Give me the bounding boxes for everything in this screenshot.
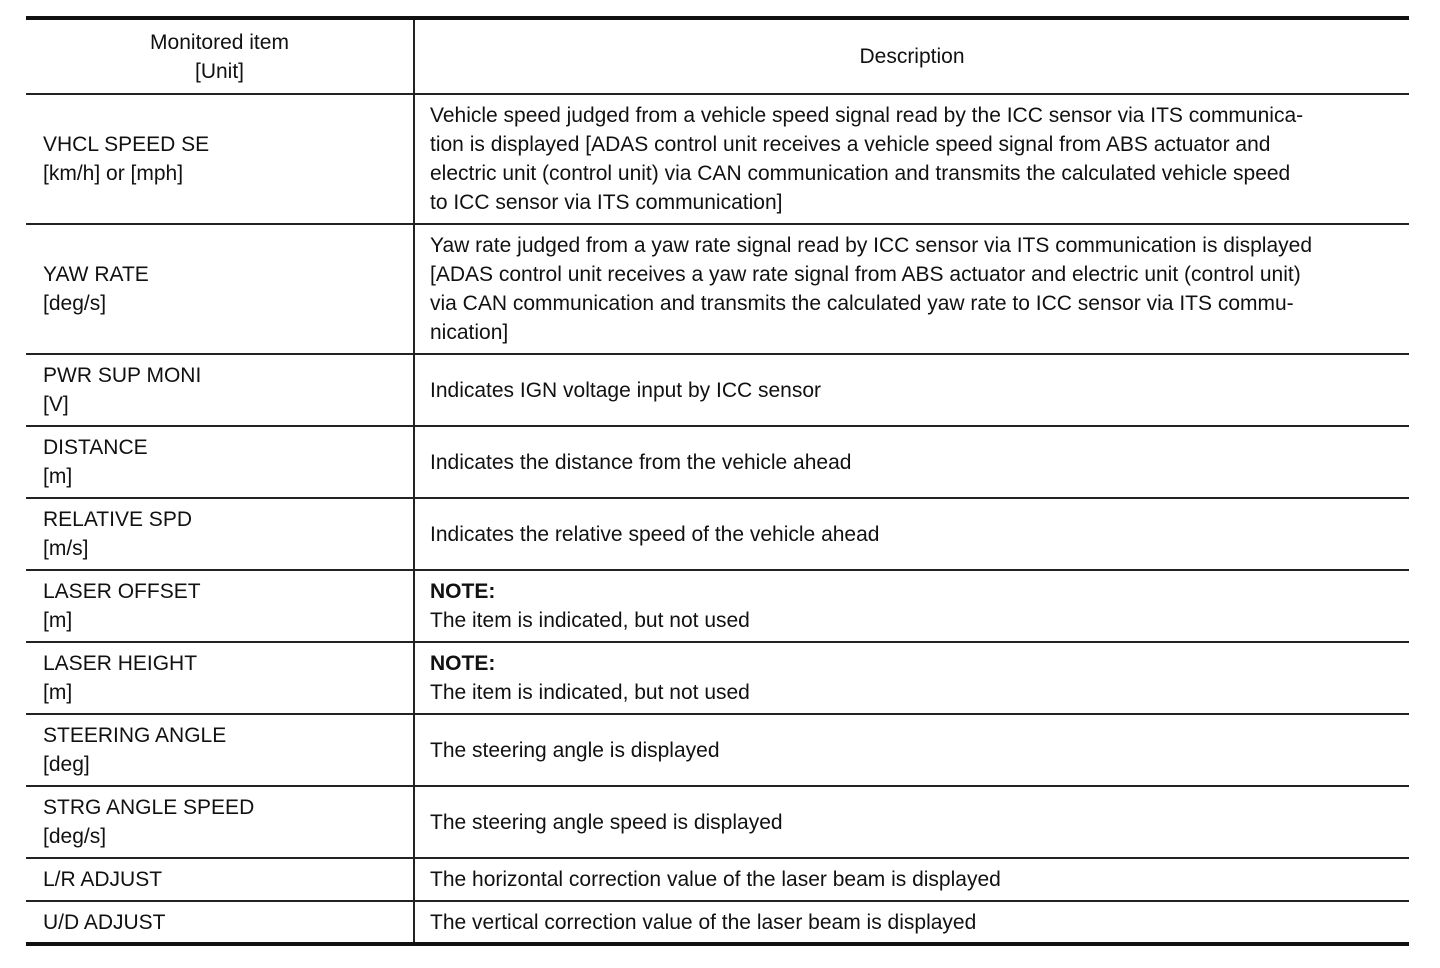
item-unit: [m] <box>43 465 73 488</box>
item-name: VHCL SPEED SE <box>43 133 210 156</box>
description-line: Indicates the distance from the vehicle ahead <box>430 450 852 474</box>
note-label: NOTE: <box>430 652 496 675</box>
description-cell <box>414 426 1409 498</box>
table-row <box>26 94 1409 224</box>
table-row <box>26 426 1409 498</box>
description-line: Yaw rate judged from a yaw rate signal read by ICC sensor via ITS communication is displayed <box>430 234 1313 257</box>
item-unit: [km/h] or [mph] <box>43 162 184 185</box>
monitored-item-cell <box>26 224 414 354</box>
header-unit-label: [Unit] <box>194 59 244 83</box>
table-row <box>26 786 1409 858</box>
description-cell <box>414 901 1409 944</box>
monitored-item-cell <box>26 714 414 786</box>
monitored-item-cell <box>26 786 414 858</box>
item-name: U/D ADJUST <box>43 910 166 934</box>
monitored-item-cell <box>26 426 414 498</box>
item-name: STRG ANGLE SPEED <box>43 796 255 819</box>
item-name: YAW RATE <box>43 263 149 286</box>
description-cell <box>414 642 1409 714</box>
table-row <box>26 858 1409 901</box>
description-cell <box>414 94 1409 224</box>
header-description-label: Description <box>859 45 965 68</box>
table-row <box>26 354 1409 426</box>
description-cell <box>414 498 1409 570</box>
monitored-item-cell <box>26 570 414 642</box>
description-line: electric unit (control unit) via CAN communication and transmits the calculated vehicle speed <box>430 162 1291 185</box>
description-line: Indicates IGN voltage input by ICC sensor <box>430 378 822 402</box>
item-unit: [m/s] <box>43 537 89 560</box>
header-item-label: Monitored item <box>150 30 289 54</box>
monitored-item-cell <box>26 642 414 714</box>
table-header <box>26 18 1409 94</box>
monitored-item-cell <box>26 354 414 426</box>
item-name: STEERING ANGLE <box>43 724 227 747</box>
description-line: The steering angle is displayed <box>430 738 720 762</box>
description-cell <box>414 714 1409 786</box>
item-name: L/R ADJUST <box>43 868 163 891</box>
description-cell <box>414 354 1409 426</box>
header-monitored-item <box>26 18 414 94</box>
description-line: to ICC sensor via ITS communication] <box>430 191 783 214</box>
description-line: nication] <box>430 321 509 344</box>
table-row <box>26 901 1409 944</box>
item-name: LASER OFFSET <box>43 580 201 603</box>
header-description <box>414 18 1409 94</box>
item-name: LASER HEIGHT <box>43 652 198 675</box>
description-cell <box>414 786 1409 858</box>
header-row <box>26 18 1409 94</box>
item-unit: [deg/s] <box>43 292 107 315</box>
description-cell <box>414 224 1409 354</box>
description-line: tion is displayed [ADAS control unit receives a vehicle speed signal from ABS actuator and <box>430 133 1271 156</box>
item-unit: [deg/s] <box>43 825 107 848</box>
item-name: DISTANCE <box>43 436 148 459</box>
table-row <box>26 642 1409 714</box>
monitored-item-cell <box>26 498 414 570</box>
description-line: Indicates the relative speed of the vehicle ahead <box>430 522 880 546</box>
monitored-item-cell <box>26 94 414 224</box>
description-line: The steering angle speed is displayed <box>430 810 783 834</box>
description-cell <box>414 858 1409 901</box>
description-line: The item is indicated, but not used <box>430 609 750 632</box>
table-body <box>26 94 1409 944</box>
description-line: The item is indicated, but not used <box>430 681 750 704</box>
monitored-item-cell <box>26 901 414 944</box>
item-name: PWR SUP MONI <box>43 364 202 387</box>
description-line: via CAN communication and transmits the calculated yaw rate to ICC sensor via ITS commu- <box>430 292 1294 315</box>
note-label: NOTE: <box>430 580 496 603</box>
table-row <box>26 224 1409 354</box>
item-name: RELATIVE SPD <box>43 508 192 531</box>
item-unit: [m] <box>43 609 73 632</box>
description-line: Vehicle speed judged from a vehicle speed signal read by the ICC sensor via ITS communica- <box>430 104 1304 127</box>
description-line: The vertical correction value of the laser beam is displayed <box>430 910 977 934</box>
item-unit: [V] <box>43 393 69 416</box>
table-row <box>26 570 1409 642</box>
table-row <box>26 714 1409 786</box>
item-unit: [deg] <box>43 753 90 776</box>
description-line: The horizontal correction value of the laser beam is displayed <box>430 868 1001 891</box>
item-unit: [m] <box>43 681 73 704</box>
monitored-item-cell <box>26 858 414 901</box>
table-row <box>26 498 1409 570</box>
monitor-items-table <box>26 16 1409 946</box>
description-cell <box>414 570 1409 642</box>
description-line: [ADAS control unit receives a yaw rate signal from ABS actuator and electric unit (control unit) <box>430 263 1301 286</box>
